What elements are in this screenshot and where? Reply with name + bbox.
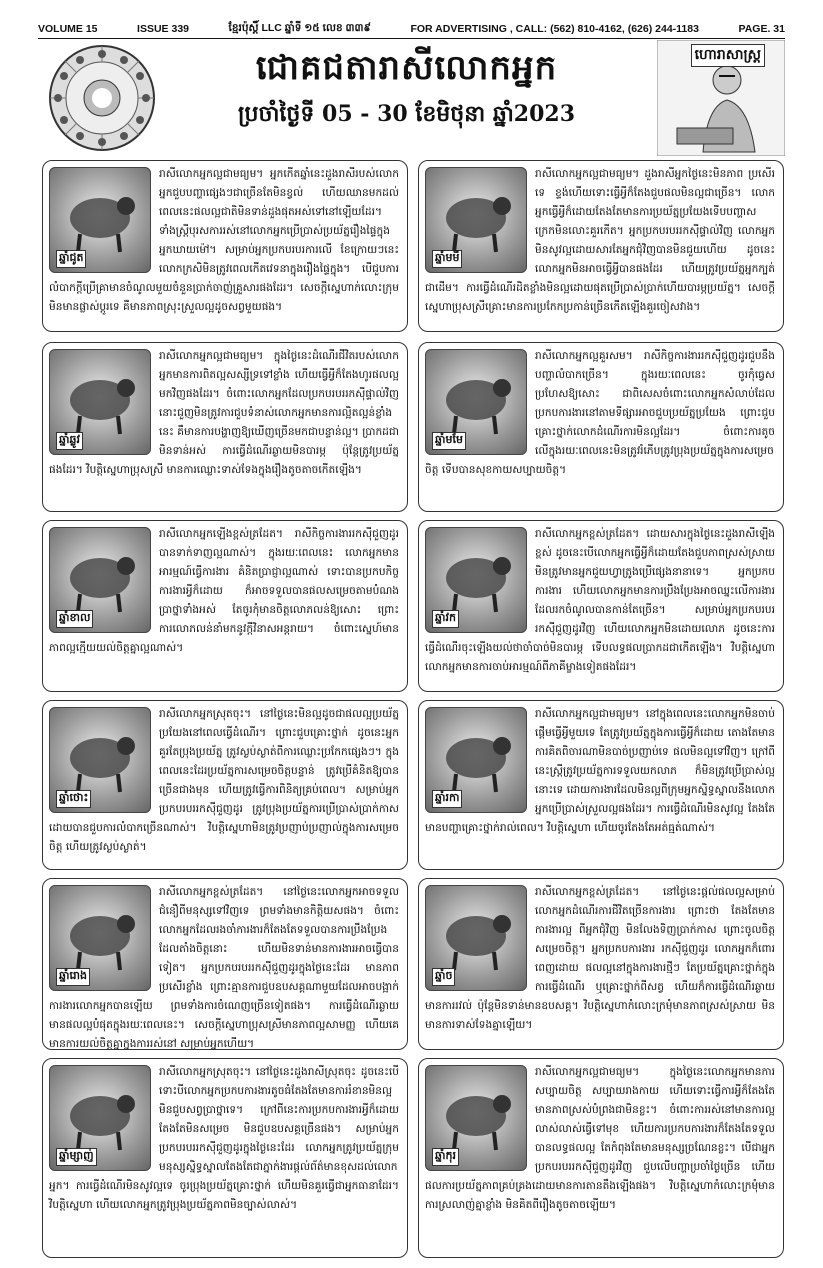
horoscope-text: រាសីលោកអ្នកល្អជាមធ្យម។ ក្នុងថ្ងៃនេះដំណើរជីវិតរបស់លោកអ្នកមានការពិតល្អសស្សីទ្រទៅខ្លាំង ហើយធ្វើអ្វីក៏តែងហូរផលល្អមកវិញផងដែរ។ ចំពោះលោកអ្នកដែលប្រកបរបររកស៊ីផ្ទាល់វិញ នោះជួញមិនត្រូវការជួបទំនាស់លោកអ្នកមានការល្អិតល្អន់ខ្លាំងនេះ គឺមានការបង្ហាញឱ្យឃើញច្រើនមកជាបន្ទាន់ល្អ។ ប្រាកដជាមិនទាន់អស់ ការធ្វើដំណើរឆ្ងាយមិនបារម្ភ ប៉ុន្តែត្រូវប្រយ័ត្នផងដែរ។ វិបត្តិស្នេហាប្រុសស្រី មានការឈ្លោះទាស់ទែងក្នុងរឿងតូចតាចកើតឡើង។ — [49, 350, 399, 476]
zodiac-animal-image — [49, 527, 151, 633]
zodiac-card — [418, 342, 784, 512]
zodiac-sign-label: ឆ្នាំមមី — [432, 250, 462, 268]
zodiac-sign-label: ឆ្នាំឆ្លូវ — [56, 432, 83, 450]
zodiac-card — [42, 1058, 408, 1258]
zodiac-sign-label: ឆ្នាំវក — [432, 610, 459, 628]
page-title: ជោគជតារាសីលោកអ្នក — [255, 48, 558, 88]
zodiac-card — [42, 342, 408, 512]
zodiac-animal-image — [49, 885, 151, 991]
zodiac-card — [418, 700, 784, 870]
advertising-contact: FOR ADVERTISING , CALL: (562) 810-4162, (626) 244-1183 — [410, 23, 699, 35]
zodiac-wheel-icon — [48, 44, 156, 152]
volume-label: VOLUME 15 — [38, 23, 98, 35]
astrologer-illustration — [657, 40, 785, 156]
zodiac-animal-image — [425, 1065, 527, 1171]
zodiac-animal-image — [425, 885, 527, 991]
horoscope-text: រាសីលោកអ្នកល្អជាមធ្យម។ អ្នកកើតឆ្នាំនេះដួងរាសីរបស់លោកអ្នកជួបបញ្ហាផ្សេងៗជាច្រើនតែមិនខ្វល់ ហើយឈានមកដល់ពេលនេះផលល្អជាតិមិនទាន់ដួងផុតអស់ទៅនៅឡើយដែរ។ ទាំងស្ត្រីបុរសការរស់នៅលោកអ្នកប្រើប្រាស់ប្រយ័ត្នរឿងផ្ទៃក្នុងអ្នកឃាយម៉ៅ។ សម្រាប់អ្នកប្រកបរបរការលើ ខែក្រោយៗនេះ លោកក្រសិមិនត្រូវពេលកើតវេទនាក្នុងរឿងផ្ទៃក្នុង។ បើជួបការលំបាកក្ដីប្រើគ្រាមានចំណូលមួយចំនួនប្រាក់ចាញ់គ្រួសារផងដែរ។ សេចក្ដីស្នេហាក់លោះក្រុមមិនមានផ្លាស់ប្ដូរទេ គឺមានភាពស្រុះស្រួលល្អដូចសព្វមួយផង។ — [49, 168, 399, 313]
zodiac-animal-image — [49, 167, 151, 273]
zodiac-animal-image — [49, 349, 151, 455]
zodiac-animal-image — [425, 349, 527, 455]
horoscope-text: រាសីលោកអ្នកល្អជាមធ្យម។ នៅក្នុងពេលនេះលោកអ្នកមិនចាប់ផ្ដើមធ្វើអ្វីមួយទេ តែត្រូវប្រយ័ត្នក្នុងការធ្វើអ្វីក៏ដោយ តោងតែមានការគិតពិចារណាមិនបាច់ប្រញាប់ទេ ផលមិនល្អទៅវិញ។ ក្រៅពីនេះស្ត្រីត្រូវប្រយ័ត្នការទទួលយកលាភ ក៏មិនត្រូវប្រើប្រាស់ល្អនោះទេ ដោយការងារដែលមិនល្អពីក្រុមអ្នកស្និទ្ធស្នាលនឹងលោកអ្នកប្រើប្រាស់ស្រួលល្អផងដែរ។ ការធ្វើដំណើរមិនសូវល្អ តែងតែមានបញ្ហាគ្រោះថ្នាក់រាល់ពេល។ វិបត្តិស្នេហា ហើយចូរតែងតែអត់ធ្មត់ណាស់។ — [425, 708, 775, 834]
zodiac-sign-label: ឆ្នាំច — [432, 968, 455, 986]
zodiac-sign-label: ឆ្នាំជូត — [56, 250, 86, 268]
page-number: PAGE. 31 — [738, 23, 785, 35]
horoscope-text: រាសីលោកអ្នកស្រុតចុះ។ នៅថ្ងៃនេះមិនល្អដូចជាផលល្អប្រយ័ត្នប្រយែងនៅពេលធ្វើដំណើរ។ ព្រោះជួបគ្រោះថ្នាក់ ដូចនេះអ្នកគួរតែប្រុងប្រយ័ត្ន ត្រូវស្ងប់ស្ងាត់ពីការឈ្លោះប្រកែកផ្សេងៗ។ ក្នុងពេលនេះដែរប្រយ័ត្នការសម្រេចចិត្តបន្ទាន់ ត្រូវប្រើគំនិតឱ្យបានច្រើនជាងមុន ហើយត្រូវធ្វើការពិនិត្យគ្រប់ពេល។ សម្រាប់អ្នកប្រកបរបររកស៊ីជួញដូរ ត្រូវប្រុងប្រយ័ត្នការប្រើប្រាស់ប្រាក់កាស ដោយបានជួបការលំបាកច្រើនណាស់។ វិបត្តិស្នេហាមិនត្រូវប្រញាប់ប្រញាល់ក្នុងការសម្រេចចិត្ត ហើយត្រូវស្ងប់ស្ងាត់។ — [49, 708, 399, 853]
zodiac-sign-label: ឆ្នាំរកា — [432, 790, 462, 808]
masthead: ខ្មែរប៉ុស្ដិ៍ LLC ឆ្នាំទី ១៥ លេខ ៣៣៩ — [228, 21, 371, 34]
horoscope-text: រាសីលោកអ្នកល្អជាមធ្យម។ ក្នុងថ្ងៃនេះលោកអ្នកមានការសប្បាយចិត្ត សប្បាយរាងកាយ ហើយទោះធ្វើការអ្វីក៏តែងតែមានភាពស្រស់បំព្រងជាមិនខ្លះ។ ចំពោះការរស់នៅមានការល្អលាស់លាស់ធ្វើទៅមុខ ហើយការប្រកបការងារក៏តែងតែទទួលបានលទ្ធផលល្អ តែកំពុងតែមានមនុស្សច្រណែនខ្លះ។ បើជាអ្នកប្រកបរបររកស៊ីជួញដូរវិញ ជួបលើបញ្ហាប្រចាំថ្ងៃច្រើន ហើយផលការប្រយ័ត្នភាពគ្រប់គ្រងដោយមានការតានតឹងឡើងផង។ វិបត្តិស្នេហាកំលោះក្រមុំមានការស្រលាញ់គ្នាខ្លាំង មិនគិតពីរឿងតូចតាចឡើយ។ — [425, 1066, 775, 1211]
zodiac-card — [418, 1058, 784, 1258]
horoscope-text: រាសីលោកអ្នកល្អគួរសម។ រាសីកិច្ចការងាររកស៊ីជួញដូរជួបនឹងបញ្ហាលំបាកច្រើន។ ក្នុងរយៈពេលនេះ ចូរកុំធ្វេសប្រហែសឱ្យសោះ ជាពិសេសចំពោះលោកអ្នកសំលាប់ដែលប្រកបការងារនៅតាមទីផ្សារអាចជួបប្រយ័ត្នប្រយែង ព្រោះជួបគ្រោះថ្នាក់លោកដំណើរការមិនល្អដែរ។ ចំពោះការតូចលើក្នុងរយៈពេលនេះមិនត្រូវរំភើបត្រូវប្រុងប្រយ័ត្នក្នុងការសម្រេចចិត្ត ទើបបានសុខកាយសប្បាយចិត្ត។ — [425, 350, 775, 476]
zodiac-animal-image — [425, 527, 527, 633]
horoscope-text: រាសីលោកអ្នកស្រុតចុះ។ នៅថ្ងៃនេះដួងរាសីស្រុតចុះ ដូចនេះបើទោះបីលោកអ្នកប្រកបការងារតូចធំតែងតែមានការរំខានមិនល្អ មិនជួបសព្វប្រាថ្នាទេ។ ក្រៅពីនេះការប្រកបការងារអ្វីក៏ដោយតែងតែមិនសម្រេច មិនជួបឧបសគ្គច្រើនផង។ សម្រាប់អ្នកប្រកបរបររកស៊ីជួញដូរក្នុងថ្ងៃនេះដែរ លោកអ្នកត្រូវប្រយ័ត្នក្រុមមនុស្សស្និទ្ធស្នាលតែងតែជាភ្នាក់ងារផ្ដល់ព័ត៌មានខុសដល់លោកអ្នក។ ការធ្វើដំណើរមិនសូវល្អទេ ចូរប្រុងប្រយ័ត្នគ្រោះថ្នាក់ ហើយមិនគួរធ្វើជាអ្នកធានាដែរ។ វិបត្តិស្នេហា ហើយលោកអ្នកត្រូវប្រុងប្រយ័ត្នភាពមិនច្បាស់លាស់។ — [49, 1066, 399, 1211]
zodiac-card — [42, 520, 408, 692]
zodiac-sign-label: ឆ្នាំម្សាញ់ — [56, 1148, 97, 1166]
zodiac-sign-label: ឆ្នាំមមែ — [432, 432, 466, 450]
horoscope-header — [38, 40, 785, 158]
page-header-bar — [38, 20, 785, 39]
page-subtitle: ប្រចាំថ្ងៃទី 05 - 30 ខែមិថុនា ឆ្នាំ2023 — [237, 101, 576, 127]
horoscope-text: រាសីលោកអ្នកឡើងខ្ពស់ត្រដែត។ រាសីកិច្ចការងាររកស៊ីជួញដូរបានទាក់ទាញល្អណាស់។ ក្នុងរយៈពេលនេះ លោកអ្នកមានអារម្មណ៍ធ្វើការងារ គំនិតប្រាជ្ញាល្អណាស់ ទោះបានប្រកបកិច្ចការងារអ្វីក៏ដោយ ក៏អាចទទួលបានផលសម្រេចតាមបំណងប្រាថ្នាទាំងអស់ តែចូរកុំមានចិត្តលោភលន់ឱ្យសោះ ព្រោះការលោភលន់នាំមកនូវក្ដីវិនាសអន្តរាយ។ ចំពោះស្នេហ៍មានភាពល្អក្មើយយល់ចិត្តគ្នាល្អណាស់។ — [49, 528, 399, 654]
zodiac-card — [42, 878, 408, 1050]
zodiac-animal-image — [425, 707, 527, 813]
zodiac-card — [418, 160, 784, 332]
zodiac-card — [418, 520, 784, 692]
zodiac-sign-label: ឆ្នាំខាល — [56, 610, 93, 628]
zodiac-sign-label: ឆ្នាំថោះ — [56, 790, 91, 808]
horoscope-text: រាសីលោកអ្នកល្អជាមធ្យម។ ដួងរាសីអ្នកថ្ងៃនេះមិនភាព ប្រសើរទេ ខ្ទង់ហើយទោះធ្វើអ្វីក៏តែងជួបផលមិនល្អជាច្រើន។ លោកអ្នកធ្វើអ្វីក៏ដោយតែងតែមានការប្រយ័ត្នប្រយែងទើបបញ្ហាសក្រេកមិនលោះគួរកើត។ អ្នកប្រកបរបររកស៊ីផ្ទាល់វិញ លោកអ្នកមិនសូវល្អដោយសារតែអ្នកជុំវិញបានមិនជួយហើយ ដូចនេះលោកអ្នកមិនអាចធ្វើអ្វីបានផងដែរ ហើយត្រូវប្រយ័ត្នអ្នកក្បត់ជាដើម។ ការធ្វើដំណើរដិតខ្លាំងមិនល្អដោយផុតប្រើប្រាស់ប្រាក់ហើយបារម្ភប្រយ័ត្ន។ សេចក្ដីស្នេហាប្រុសស្រីគ្រោះមានការប្រកែកប្រកាន់ច្រើនកើតឡើងគួរចៀសវាង។ — [425, 168, 775, 313]
astrology-label: ហោរាសាស្ត្រ — [691, 44, 765, 67]
zodiac-animal-image — [49, 1065, 151, 1171]
zodiac-sign-label: ឆ្នាំកុរ — [432, 1148, 459, 1166]
zodiac-card — [42, 700, 408, 870]
zodiac-sign-label: ឆ្នាំរោង — [56, 968, 90, 986]
horoscope-text: រាសីលោកអ្នកខ្ពស់ត្រដែត។ នៅថ្ងៃនេះផ្ដល់ផលល្អសម្រាប់លោកអ្នកដំណើរការជីវិតច្រើនការងារ ព្រោះថា តែងតែមានការងារល្អ ពីអ្នកជុំវិញ មិនលែងទិញប្រាក់កាស ព្រោះចូលចិត្តសម្រេចចិត្ត។ អ្នកប្រកបការងារ រកស៊ីជួញដូរ លោកអ្នកក៏ពោរពេញដោយ ផលល្អនៅក្នុងការងារថ្មីៗ តែប្រយ័ត្នគ្រោះថ្នាក់ក្នុងការធ្វើដំណើរ ឬគ្រោះថ្នាក់ពីសត្វ ហើយក៏ការធ្វើដំណើរឆ្ងាយមានការរវល់ ប៉ុន្តែមិនទាន់មានឧបសគ្គ។ វិបត្តិស្នេហាកំលោះក្រមុំមានភាពស្រស់ស្រាយ មិនមានការទាស់ទែងគ្នាឡើយ។ — [425, 886, 775, 1031]
horoscope-text: រាសីលោកអ្នកខ្ពស់ត្រដែត។ នៅថ្ងៃនេះលោកអ្នកអាចទទួលជំនឿពីមនុស្សទៅវិញទេ ព្រមទាំងមានកិត្តិយសផង។ ចំពោះលោកអ្នកដែលរងចាំការងារក៏តែងតែទទួលបានការប្រឹងប្រែងដែលតាំងចិត្តនោះ ហើយមិនទាន់មានការងារអាចធ្វើបានទៀត។ អ្នកប្រកបរបររកស៊ីជួញដូរក្នុងថ្ងៃនេះដែរ មានភាពប្រសើរខ្លាំង ព្រោះគ្មានការជួបឧបសគ្គណាមួយដែលអាចបង្អាក់ការងារលោកអ្នកបានឡើយ ព្រមទាំងការចំណេញច្រើនទៀតផង។ ការធ្វើដំណើរឆ្ងាយមានផលល្អបំផុតក្នុងរយៈពេលនេះ។ សេចក្ដីស្នេហាប្រុសស្រីមានភាពល្អសាមញ្ញ ហើយគេមានការយល់ចិត្តគ្នាក្នុងការរស់នៅ សម្រាប់អ្នកហើយ។ — [49, 886, 399, 1050]
horoscope-text: រាសីលោកអ្នកខ្ពស់ត្រដែត។ ដោយសារក្នុងថ្ងៃនេះដួងរាសីឡើងខ្ពស់ ដូចនេះបើលោកអ្នកធ្វើអ្វីក៏ដោយតែងជួបភាពស្រស់ស្រាយ មិនត្រូវមានអ្នកជួយហ្វាត្រូងប្រើផ្សេងនានាទេ។ អ្នកប្រកបការងារ ហើយលោកអ្នកមានការប្រឹងប្រែងអាចឈ្នះលើការងារ ដែលរកចំណូលបានកាន់តែច្រើន។ សម្រាប់អ្នកប្រកបរបររកស៊ីជួញដូរវិញ ហើយលោកអ្នកមិនដោយលោភ ដូចនេះការធ្វើដំណើរចុះឡើងយល់ថាចាំបាច់មិនបារម្ភ ទើបលទ្ធផលប្រាកដជាកើតឡើង។ វិបត្តិស្នេហាលោកអ្នកមានការចាប់អារម្មណ៍ពីភាគីម្ខាងទៀតផងដែរ។ — [425, 528, 775, 673]
issue-label: ISSUE 339 — [137, 23, 189, 35]
zodiac-card — [42, 160, 408, 332]
zodiac-animal-image — [49, 707, 151, 813]
zodiac-card — [418, 878, 784, 1050]
zodiac-animal-image — [425, 167, 527, 273]
